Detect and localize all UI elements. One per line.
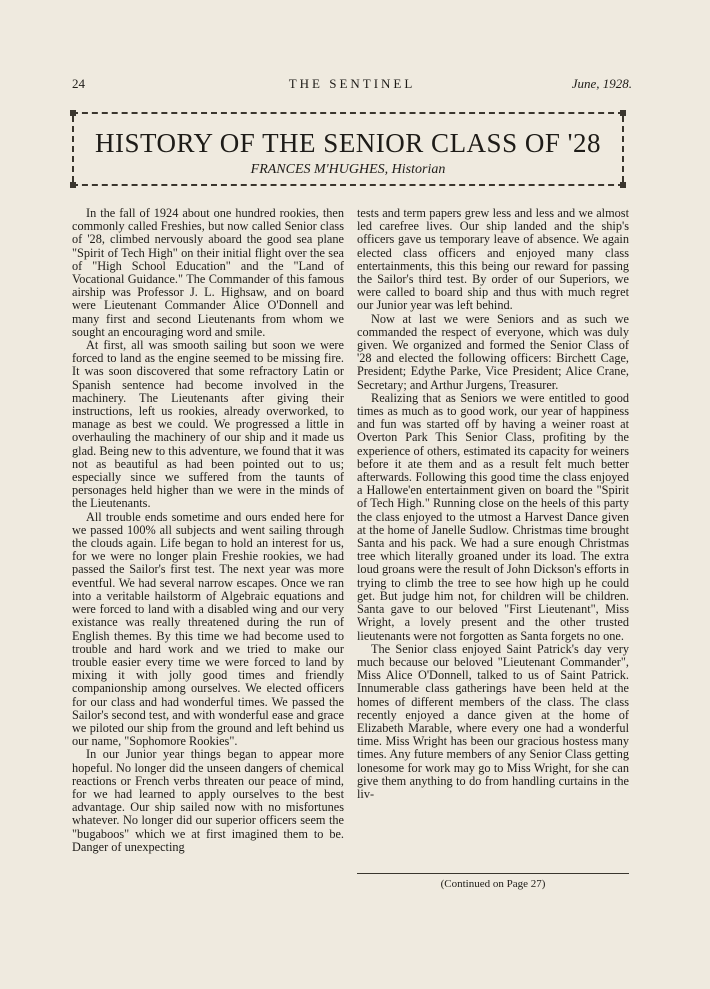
paragraph: Now at last we were Seniors and as such we commanded the respect of everyone, which was duly given. We organized and formed the Senior Class of '28 and elected the following officers: Birchett Cage, President; Edythe Parke, Vice President; Alice Crane, Secretary; and Arthur Jurgens, Treasurer. (357, 311, 629, 392)
title-box (68, 108, 628, 190)
paragraph: tests and term papers grew less and less and we almost led carefree lives. Our ship landed and the ship's officers gave us temporary leave of absence. We again elected class officers and enjoyed many class entertainments, this this being our reward for passing the Sailor's third test. By order of our Superiors, we were called to board ship and thus with much regret our Junior year was left behind. (357, 207, 629, 313)
paragraph: At first, all was smooth sailing but soon we were forced to land as the engine seemed to be missing fire. It was soon discovered that some refractory Latin or Spanish sentence had become involved in the machinery. The Lieutenants after giving their instructions, left us rookies, already overworked, to manage as best we could. We progressed a little in overhauling the machinery of our ship and it made us glad. Being new to this adventure, we found that it was not as beautiful as had been pointed out to us; especially since we suffered from the taunts of personages held higher than we were in the minds of the Lieutenants. (72, 338, 344, 511)
corner-ornament (70, 182, 76, 188)
paragraph: The Senior class enjoyed Saint Patrick's day very much because our beloved "Lieutenant Commander", Miss Alice O'Donnell, talked to us of Saint Patrick. Innumerable class gatherings have been held at the homes of different members of the class. The class recently enjoyed a dance given at the home of Elizabeth Marable, where every one had a wonderful time. Miss Wright has been our gracious hostess many times. Any future members of any Senior Class getting lonesome for work may go to Miss Wright, for she can give them anything to do from handling curtains in the liv- (357, 641, 629, 801)
page-number: 24 (72, 76, 85, 91)
corner-ornament (70, 110, 76, 116)
paragraph: In the fall of 1924 about one hundred rookies, then commonly called Freshies, but now called Senior class of '28, climbed nervously aboard the good sea plane "Spirit of Tech High" on their initial flight over the sea of "High School Education" and the "Land of Vocational Guidance." The Commander of this famous airship was Professor J. L. Highsaw, and on board were Lieutenant Commander Alice O'Donnell and many first and second Lieutenants from whom we sought an encouraging word and smile. (72, 207, 344, 339)
running-head (72, 76, 632, 92)
continued-notice: (Continued on Page 27) (440, 878, 546, 890)
journal-name: THE SENTINEL (288, 76, 416, 91)
left-column (72, 207, 344, 867)
title-rule-bottom (72, 184, 624, 186)
article-byline: FRANCES M'HUGHES, Historian (250, 162, 446, 177)
article-title: HISTORY OF THE SENIOR CLASS OF '28 (95, 128, 601, 158)
paragraph: Realizing that as Seniors we were entitled to good times as much as to good work, our year of happiness and fun was started off by having a weiner roast at Overton Park This Senior Class, profiting by the experience of others, estimated its capacity for weiners before it ate them and as a result felt much better afterwards. Following this good time the class enjoyed a Hallowe'en entertainment given on board the "Spirit of Tech High." Running close on the heels of this party the class enjoyed to the utmost a Harvest Dance given at the home of Janelle Sudlow. Christmas time brought Santa and his pack. We had a sure enough Christmas tree which literally groaned under its load. The extra loud groans were the result of John Dickson's efforts in trying to climb the tree to see how high up he could get. But judge him not, for children will be children. Santa gave to our beloved "First Lieutenant", Miss Wright, a lovely present and the other trusted lieutenants were not forgotten as Santa forgets no one. (357, 390, 629, 643)
issue-date: June, 1928. (571, 76, 632, 91)
corner-ornament (620, 110, 626, 116)
right-column (357, 207, 629, 867)
paragraph: All trouble ends sometime and ours ended here for we passed 100% all subjects and went sailing through the clouds again. Life began to hold an interest for us, for we were no longer plain Freshie rookies, we had passed the Sailor's first test. The next year was more eventful. We had several narrow escapes. Once we ran into a veritable hailstorm of Algebraic equations and were forced to land with a disabled wing and our very existance was really threatened during the run of English themes. By this time we had become used to trouble and hard work and we tried to make our trouble easier every time we were forced to land by mixing it with jolly good times and friendly companionship among ourselves. We elected officers for our class and had wonderful times. We passed the Sailor's second test, and with wonderful ease and grace we piloted our ship from the ground and left behind us our name, "Sophomore Rookies". (72, 509, 344, 749)
paragraph: In our Junior year things began to appear more hopeful. No longer did the unseen dangers of chemical reactions or French verbs threaten our peace of mind, for we had learned to apply ourselves to the best advantage. Our ship sailed now with no misfortunes whatever. No longer did our superior officers seem the "bugaboos" which we at first imagined them to be. Danger of unexpecting (72, 747, 344, 854)
continued-divider (357, 873, 629, 874)
corner-ornament (620, 182, 626, 188)
title-rule-top (72, 112, 624, 114)
